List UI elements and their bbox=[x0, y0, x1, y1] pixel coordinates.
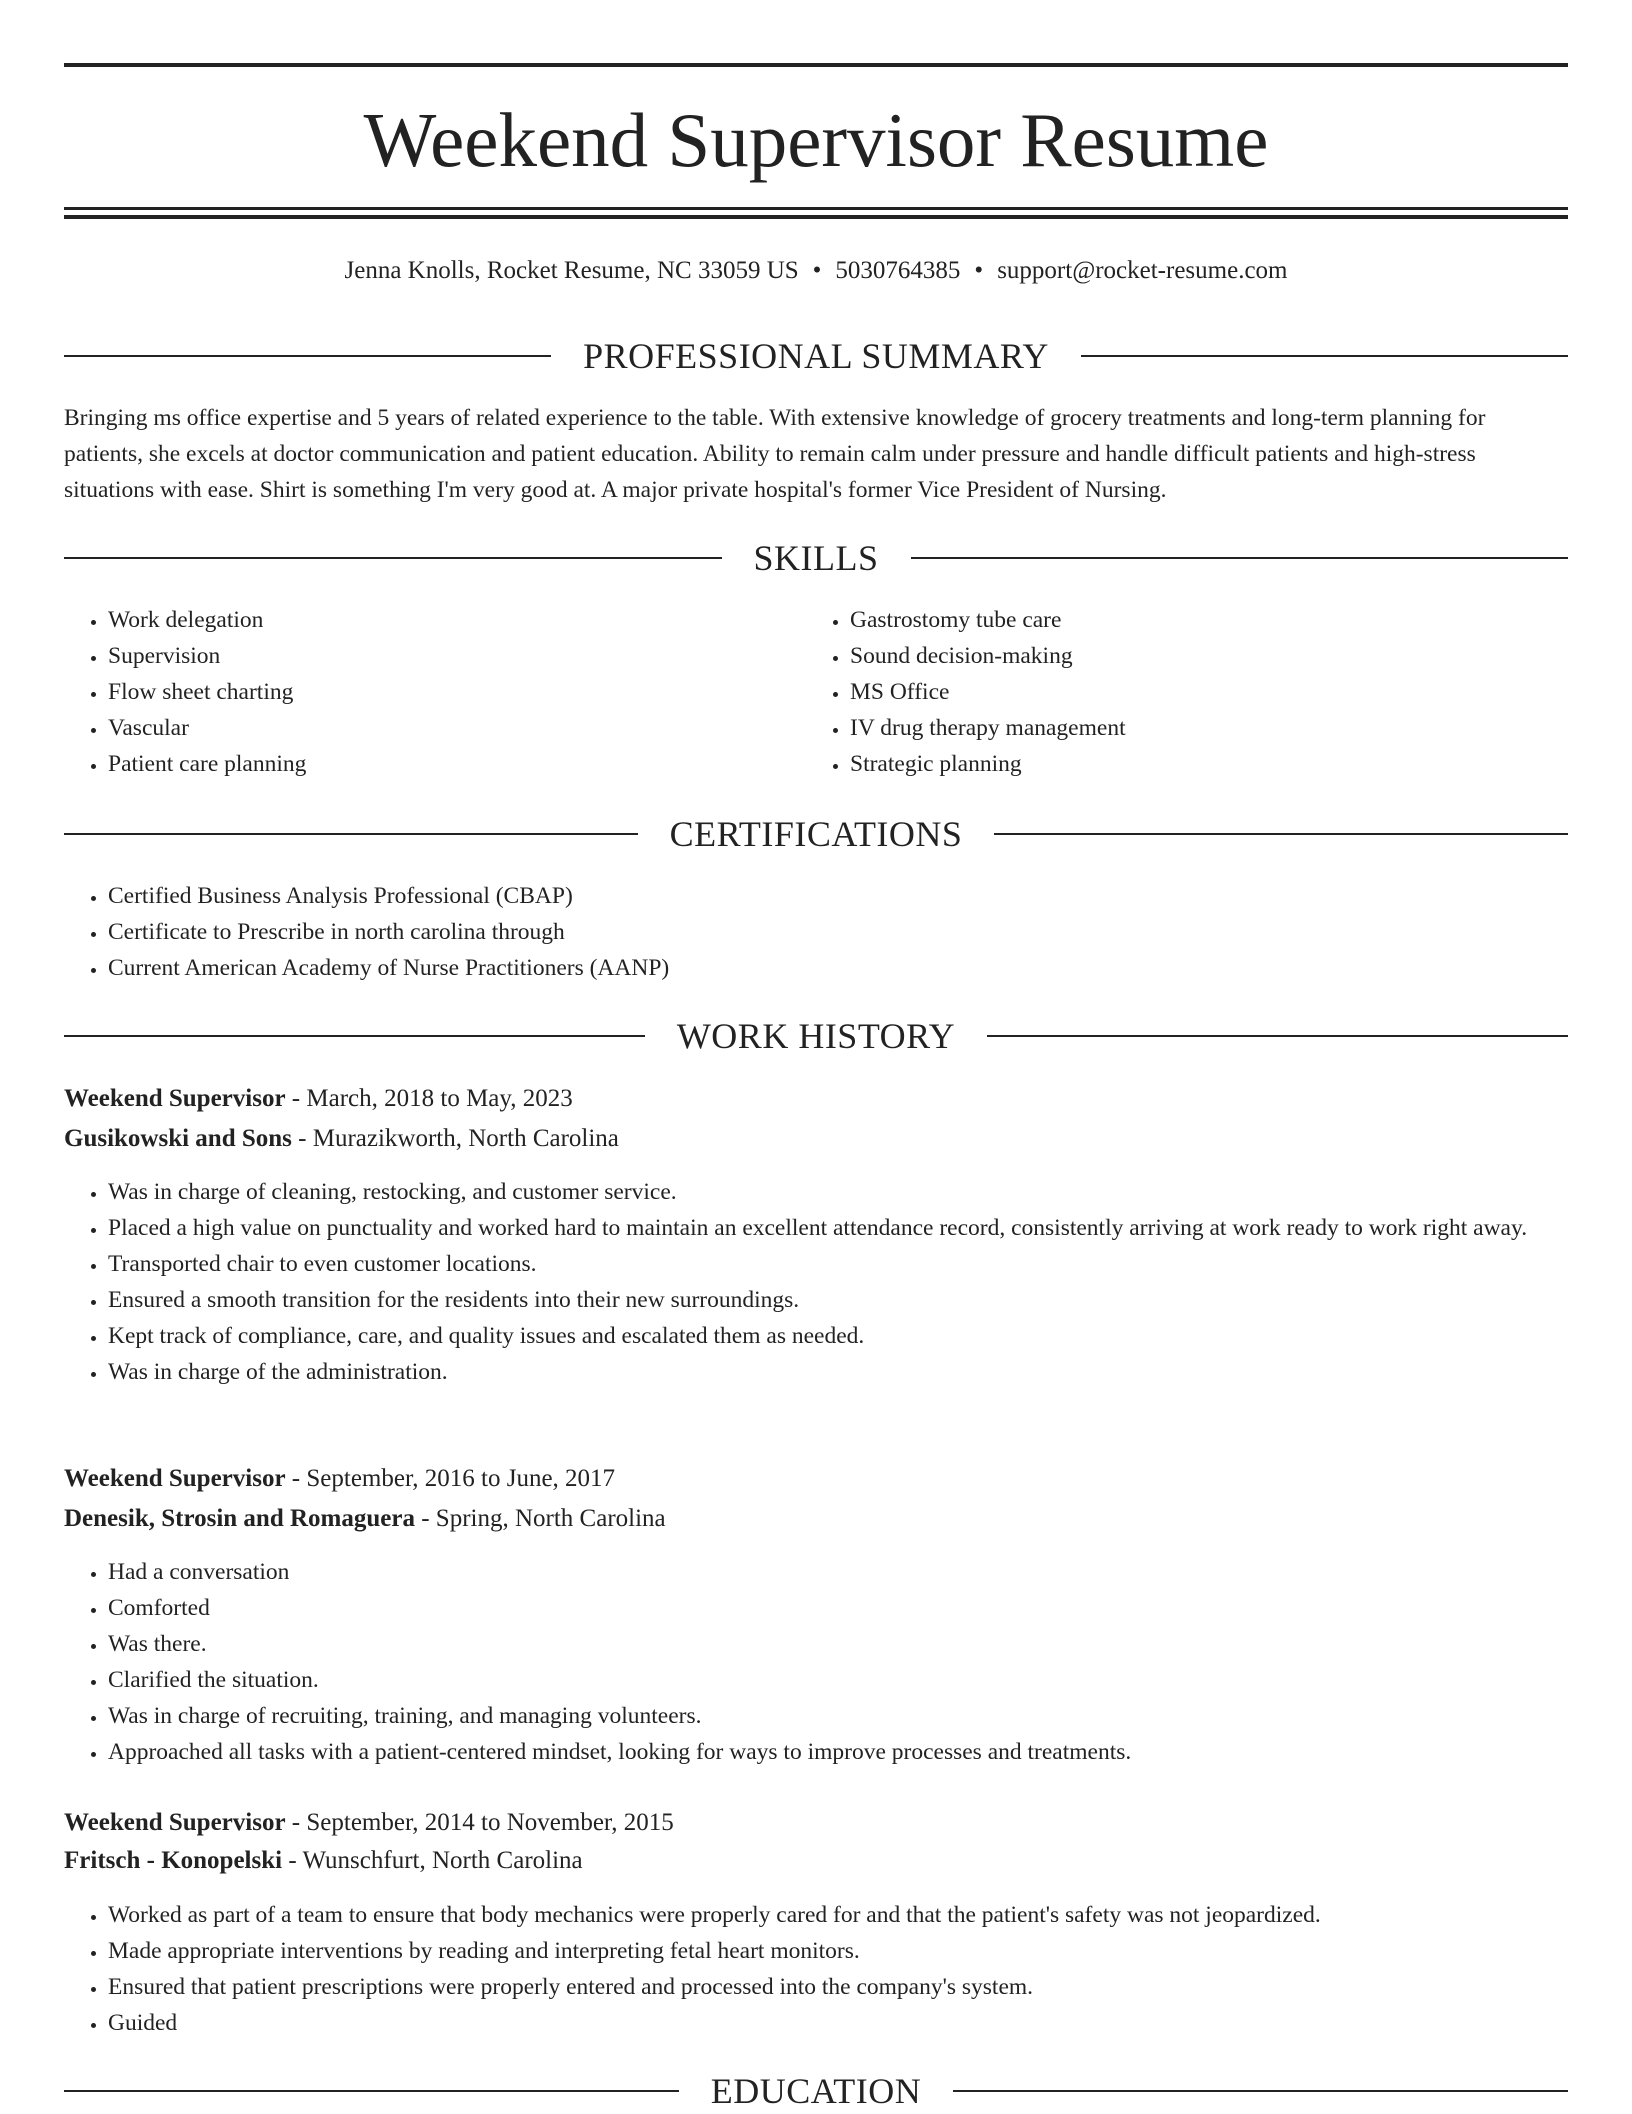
job-bullet: • Guided bbox=[108, 2005, 1568, 2041]
contact-phone: 5030764385 bbox=[835, 257, 961, 284]
summary-paragraph: Bringing ms office expertise and 5 years of related experience to the table. With extensive knowledge of grocery treatments and long-term planning for patients, she excels at doctor communication and patient education. Ability to remain calm under pressure and handle difficult patients and high-stress situations with ease. Shirt is something I'm very good at. A major private hospital's former Vice President of Nursing. bbox=[64, 405, 1486, 503]
job-bullet: • Worked as part of a team to ensure that body mechanics were properly cared for and that the patient's safety was not jeopardized. bbox=[108, 1897, 1568, 1933]
skills-list-right bbox=[806, 602, 1550, 782]
job-bullet: • Was there. bbox=[108, 1626, 1568, 1662]
section-heading-education bbox=[64, 2068, 1568, 2114]
section-title: CERTIFICATIONS bbox=[669, 814, 963, 854]
job-bullet: • Ensured that patient prescriptions were properly entered and processed into the company's system. bbox=[108, 1969, 1568, 2005]
contact-separator: • bbox=[812, 257, 822, 284]
job-bullet: • Clarified the situation. bbox=[108, 1662, 1568, 1698]
job-location: - Murazikworth, North Carolina bbox=[291, 1125, 619, 1152]
job-bullet: • Approached all tasks with a patient-centered mindset, looking for ways to improve processes and treatments. bbox=[108, 1734, 1568, 1770]
skill-item: • Supervision bbox=[108, 638, 808, 674]
heading-rule-left bbox=[64, 833, 638, 835]
heading-rule-left bbox=[64, 1035, 645, 1037]
heading-rule-right bbox=[911, 557, 1569, 559]
job-company-line bbox=[64, 1503, 1568, 1535]
job-dates: - September, 2014 to November, 2015 bbox=[285, 1809, 674, 1836]
job-company: Denesik, Strosin and Romaguera bbox=[64, 1505, 415, 1532]
job-title: Weekend Supervisor bbox=[64, 1465, 286, 1492]
title-rule-lower bbox=[64, 215, 1568, 219]
certification-item: • Current American Academy of Nurse Practitioners (AANP) bbox=[108, 950, 1568, 986]
job-company-line bbox=[64, 1123, 1568, 1155]
job-bullet: • Had a conversation bbox=[108, 1554, 1568, 1590]
skill-item: • Strategic planning bbox=[850, 746, 1550, 782]
job-bullet: • Transported chair to even customer locations. bbox=[108, 1246, 1568, 1282]
section-title: SKILLS bbox=[753, 538, 879, 578]
job-location: - Spring, North Carolina bbox=[414, 1505, 666, 1532]
skills-list-left bbox=[64, 602, 808, 782]
contact-line bbox=[64, 256, 1568, 286]
contact-email: support@rocket-resume.com bbox=[997, 257, 1288, 284]
skill-item: • Gastrostomy tube care bbox=[850, 602, 1550, 638]
section-heading-summary bbox=[64, 333, 1568, 379]
certification-item: • Certified Business Analysis Professional (CBAP) bbox=[108, 878, 1568, 914]
section-heading-work-history bbox=[64, 1013, 1568, 1059]
heading-rule-left bbox=[64, 2090, 679, 2092]
heading-rule-left bbox=[64, 557, 722, 559]
job-dates: - March, 2018 to May, 2023 bbox=[285, 1085, 573, 1112]
job-location: - Wunschfurt, North Carolina bbox=[282, 1847, 583, 1874]
section-title: EDUCATION bbox=[710, 2071, 922, 2111]
heading-rule-right bbox=[1081, 355, 1568, 357]
job-company: Fritsch - Konopelski bbox=[64, 1847, 283, 1874]
job-bullet: • Comforted bbox=[108, 1590, 1568, 1626]
job-bullet: • Placed a high value on punctuality and worked hard to maintain an excellent attendance record, consistently arriving at work ready to work right away. bbox=[108, 1210, 1568, 1246]
certification-item: • Certificate to Prescribe in north carolina through bbox=[108, 914, 1568, 950]
heading-rule-right bbox=[987, 1035, 1568, 1037]
contact-separator: • bbox=[974, 257, 984, 284]
heading-rule-right bbox=[953, 2090, 1568, 2092]
skill-item: • Patient care planning bbox=[108, 746, 808, 782]
section-heading-skills bbox=[64, 535, 1568, 581]
skill-item: • Flow sheet charting bbox=[108, 674, 808, 710]
job-title-line bbox=[64, 1807, 1568, 1839]
heading-rule-left bbox=[64, 355, 551, 357]
job-company-line bbox=[64, 1845, 1568, 1877]
job-title: Weekend Supervisor bbox=[64, 1085, 286, 1112]
job-bullet: • Was in charge of the administration. bbox=[108, 1354, 1568, 1390]
job-bullets bbox=[64, 1897, 1568, 2041]
skill-item: • Vascular bbox=[108, 710, 808, 746]
job-bullet: • Was in charge of recruiting, training, and managing volunteers. bbox=[108, 1698, 1568, 1734]
job-company: Gusikowski and Sons bbox=[64, 1125, 292, 1152]
skill-item: • MS Office bbox=[850, 674, 1550, 710]
job-dates: - September, 2016 to June, 2017 bbox=[285, 1465, 616, 1492]
skill-item: • IV drug therapy management bbox=[850, 710, 1550, 746]
job-bullet: • Kept track of compliance, care, and quality issues and escalated them as needed. bbox=[108, 1318, 1568, 1354]
section-title: PROFESSIONAL SUMMARY bbox=[583, 336, 1049, 376]
job-bullet: • Was in charge of cleaning, restocking, and customer service. bbox=[108, 1174, 1568, 1210]
title-rule-upper bbox=[64, 207, 1568, 210]
job-bullets bbox=[64, 1174, 1568, 1390]
top-rule bbox=[64, 63, 1568, 67]
certifications-list bbox=[64, 878, 1568, 986]
job-title-line bbox=[64, 1463, 1568, 1495]
heading-rule-right bbox=[994, 833, 1568, 835]
job-bullets bbox=[64, 1554, 1568, 1770]
job-title-line bbox=[64, 1083, 1568, 1115]
contact-address: Jenna Knolls, Rocket Resume, NC 33059 US bbox=[344, 257, 799, 284]
skill-item: • Sound decision-making bbox=[850, 638, 1550, 674]
job-bullet: • Made appropriate interventions by reading and interpreting fetal heart monitors. bbox=[108, 1933, 1568, 1969]
resume-title: Weekend Supervisor Resume bbox=[363, 97, 1269, 183]
job-title: Weekend Supervisor bbox=[64, 1809, 286, 1836]
section-heading-certifications bbox=[64, 811, 1568, 857]
skill-item: • Work delegation bbox=[108, 602, 808, 638]
job-bullet: • Ensured a smooth transition for the residents into their new surroundings. bbox=[108, 1282, 1568, 1318]
section-title: WORK HISTORY bbox=[676, 1016, 956, 1056]
